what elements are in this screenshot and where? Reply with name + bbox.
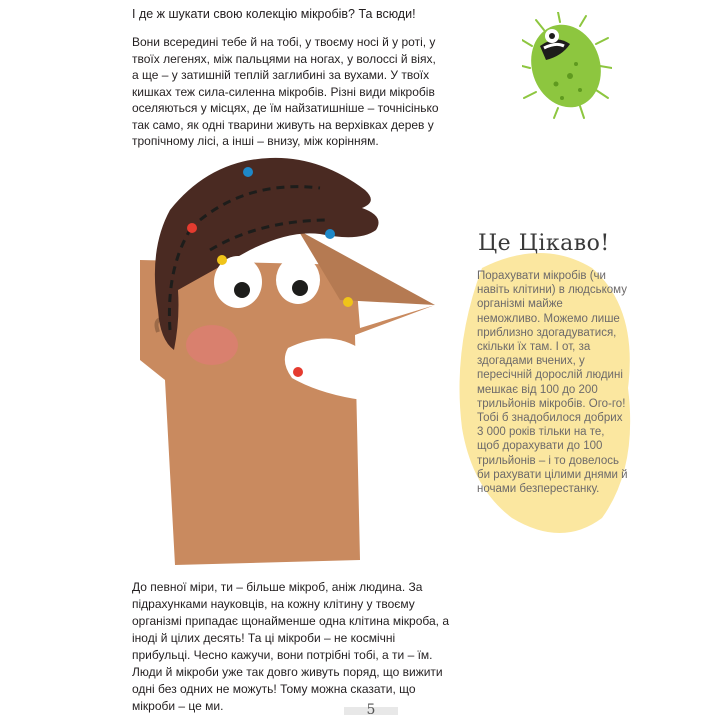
intro-line: І де ж шукати свою колекцію мікробів? Та всюди!	[132, 7, 416, 21]
green-microbe-illustration	[522, 12, 612, 120]
paragraph-microbe-locations: Вони всередині тебе й на тобі, у твоєму носі й у роті, у твоїх легенях, між пальцями на ногах, у волоссі й віях, а ще – у затишній теплій заглибині за вухами. У твоїх кишках теж сила-силенна мікробів. Різні види мікробів оселяються у місцях, де їм найзатишніше – точнісінько так само, як одні тварини живуть на верхівках дерев у тропічному лісі, а інші – внизу, між корінням.	[132, 35, 439, 148]
page-number: 5	[366, 702, 376, 718]
paragraph-more-microbe: До певної міри, ти – більше мікроб, аніж людина. За підрахунками науковців, на кожну клітину у твоєму організмі припадає щонайменше одна клітина мікроба, а іноді й цілих десять! Та ці мікроби – не космічні прибульці. Чесно кажучи, вони потрібні тобі, а ти – їм. Люди й мікроби уже так довго живуть поряд, що вижити одні без одних не можуть! Тому можна сказати, що мікроби – це ми.	[132, 580, 450, 713]
fact-text: Порахувати мікробів (чи навіть клітини) в людському організмі майже неможливо. Можемо лише приблизно здогадуватися, скільки їх там. І от, за здогадами вчених, у пересічній дорослій людині мешкає від 100 до 200 трильйонів мікробів. Ого-го! Тобі б знадобилося добрих 3 000 років тільки на те, щоб дорахувати до 100 трильйонів – і то довелось би рахувати цілими днями й ночами безперестанку.	[477, 270, 628, 496]
fact-title: Це Цікаво!	[478, 231, 610, 256]
head-illustration	[130, 150, 442, 570]
